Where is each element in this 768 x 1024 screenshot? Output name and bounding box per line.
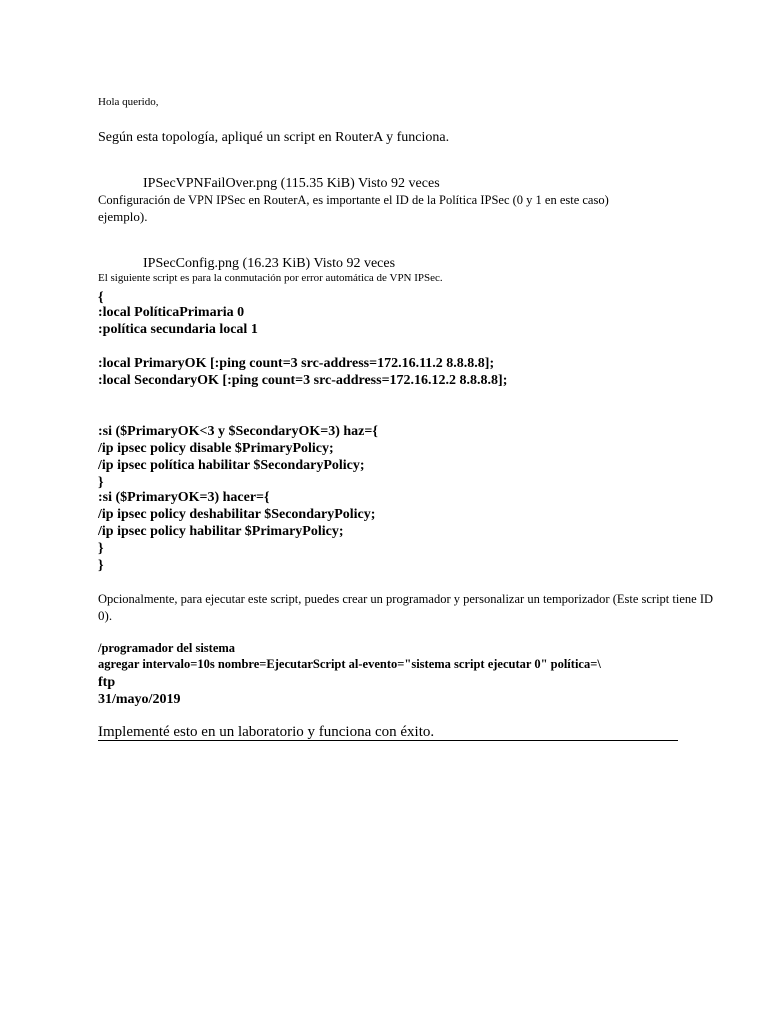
closing-underline bbox=[98, 740, 678, 741]
script-line-9: :si ($PrimaryOK=3) hacer={ bbox=[98, 490, 270, 505]
scheduler-line-3: ftp bbox=[98, 675, 116, 690]
scheduler-line-1: /programador del sistema bbox=[98, 641, 236, 655]
script-line-5: :si ($PrimaryOK<3 y $SecondaryOK=3) haz={ bbox=[98, 424, 378, 439]
attachment-caption-1: IPSecVPNFailOver.png (115.35 KiB) Visto 92 veces bbox=[143, 176, 440, 191]
script-line-3: :local PrimaryOK [:ping count=3 src-address=172.16.11.2 8.8.8.8]; bbox=[98, 356, 495, 371]
script-close-brace: } bbox=[98, 558, 104, 573]
script-line-6: /ip ipsec policy disable $PrimaryPolicy; bbox=[98, 441, 334, 456]
attachment-description-1-line-1: Configuración de VPN IPSec en RouterA, es importante el ID de la Política IPSec (0 y 1 en este caso) bbox=[98, 193, 609, 207]
closing-paragraph: Implementé esto en un laboratorio y funciona con éxito. bbox=[98, 724, 435, 740]
attachment-caption-2: IPSecConfig.png (16.23 KiB) Visto 92 veces bbox=[143, 256, 396, 271]
script-line-10: /ip ipsec policy deshabilitar $SecondaryPolicy; bbox=[98, 507, 376, 522]
post-date: 31/mayo/2019 bbox=[98, 692, 181, 707]
script-line-8: } bbox=[98, 475, 104, 490]
attachment-description-1-line-2: ejemplo). bbox=[98, 209, 148, 224]
script-open-brace: { bbox=[98, 290, 104, 305]
attachment-description-2: El siguiente script es para la conmutación por error automática de VPN IPSec. bbox=[98, 272, 443, 284]
script-line-4: :local SecondaryOK [:ping count=3 src-address=172.16.12.2 8.8.8.8]; bbox=[98, 373, 508, 388]
scheduler-line-2: agregar intervalo=10s nombre=EjecutarScript al-evento="sistema script ejecutar 0" política=\ bbox=[98, 657, 601, 671]
intro-paragraph: Según esta topología, apliqué un script en RouterA y funciona. bbox=[98, 130, 450, 145]
script-line-1: :local PolíticaPrimaria 0 bbox=[98, 305, 245, 320]
script-line-2: :política secundaria local 1 bbox=[98, 322, 258, 337]
greeting: Hola querido, bbox=[98, 96, 159, 108]
optional-paragraph-line-2: 0). bbox=[98, 608, 113, 623]
script-line-11: /ip ipsec policy habilitar $PrimaryPolicy; bbox=[98, 524, 344, 539]
script-line-7: /ip ipsec política habilitar $SecondaryPolicy; bbox=[98, 458, 365, 473]
script-line-12: } bbox=[98, 541, 104, 556]
optional-paragraph-line-1: Opcionalmente, para ejecutar este script, puedes crear un programador y personalizar un temporizador (Este script tiene ID bbox=[98, 592, 714, 606]
